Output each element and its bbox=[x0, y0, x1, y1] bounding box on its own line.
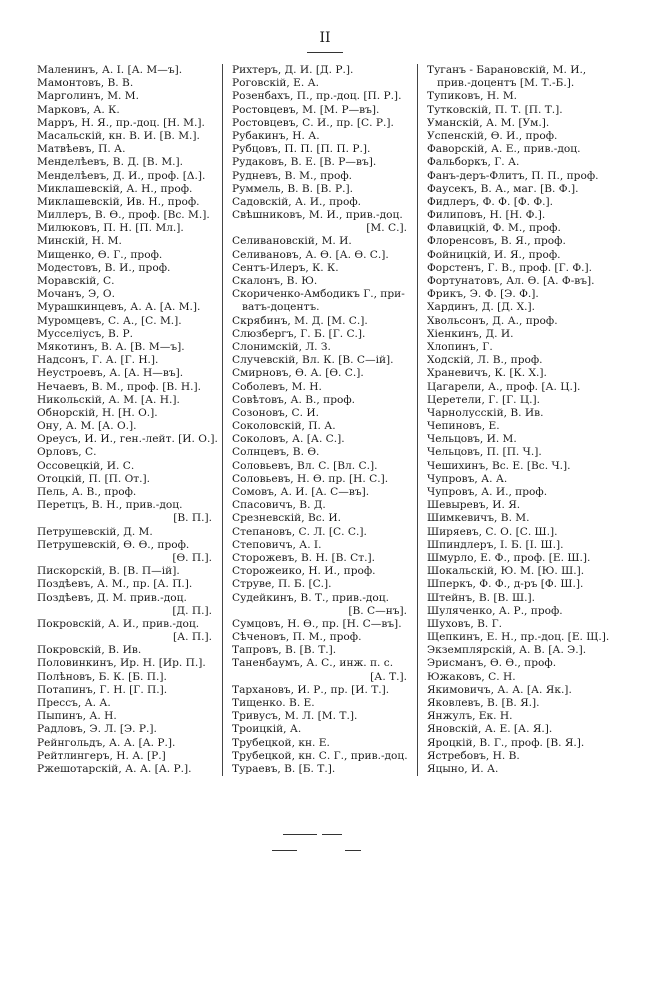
author-entry: Тутковскій, П. Т. [П. Т.]. bbox=[427, 103, 563, 116]
author-entry: Оссовецкій, И. С. bbox=[37, 459, 135, 472]
author-entry: Соловьевъ, Н. Ө. пр. [Н. С.]. bbox=[232, 472, 389, 485]
author-entry: Степовичъ, А. І. bbox=[232, 538, 322, 551]
author-entry: Чешихинъ, Вс. Е. [Вс. Ч.]. bbox=[427, 459, 571, 472]
author-entry: Ржешотарскій, А. А. [А. Р.]. bbox=[37, 762, 192, 775]
author-entry: Якимовичъ, А. А. [А. Як.]. bbox=[427, 683, 572, 696]
author-entry: Пыпинъ, А. Н. bbox=[37, 710, 117, 723]
author-entry: Никольскій, А. М. [А. Н.]. bbox=[37, 393, 180, 406]
author-entry: Троицкій, А. bbox=[232, 723, 302, 736]
author-entry: Ону, А. М. [А. О.]. bbox=[37, 420, 137, 433]
author-entry: Петрушевскій, Ө. Ө., проф. bbox=[37, 538, 190, 551]
author-entry: Щепкинъ, Е. Н., пр.-доц. [Е. Щ.]. bbox=[427, 631, 610, 644]
author-entry: Хіенкинъ, Д. И. bbox=[427, 327, 514, 340]
author-entry: Чупровъ, А. А. bbox=[427, 472, 508, 485]
author-entry: Соколовскій, П. А. bbox=[232, 420, 336, 433]
closing-rule bbox=[345, 850, 361, 851]
entry-continuation: [М. С.]. bbox=[366, 222, 407, 235]
author-entry: Чарнолусскій, В. Ив. bbox=[427, 406, 544, 419]
author-entry: Нечаевъ, В. М., проф. [В. Н.]. bbox=[37, 380, 202, 393]
author-entry: Матвѣевъ, П. А. bbox=[37, 143, 126, 156]
author-entry: Пискорскій, В. [В. П—ій]. bbox=[37, 565, 180, 578]
entry-continuation: ватъ-доцентъ. bbox=[242, 301, 320, 314]
closing-rule bbox=[272, 850, 297, 851]
author-entry: Трубецкой, кн. С. Г., прив.-доц. bbox=[232, 749, 408, 762]
author-entry: Флавицкій, Ф. М., проф. bbox=[427, 222, 561, 235]
author-entry: Менделѣевъ, В. Д. [В. М.]. bbox=[37, 156, 184, 169]
author-entry: Неустроевъ, А. [А. Н—въ]. bbox=[37, 367, 184, 380]
author-entry: Рудневъ, В. М., проф. bbox=[232, 169, 353, 182]
author-entry: Спасовичъ, В. Д. bbox=[232, 499, 326, 512]
author-entry: Обнорскій, Н. [Н. О.]. bbox=[37, 406, 158, 419]
author-entry: Мякотинъ, В. А. [В. М—ъ]. bbox=[37, 340, 185, 353]
author-entry: Фортунатовъ, Ал. Ө. [А. Ф-въ]. bbox=[427, 275, 595, 287]
author-entry: Тапровъ, В. [В. Т.]. bbox=[232, 644, 337, 657]
author-entry: Форстенъ, Г. В., проф. [Г. Ф.]. bbox=[427, 261, 592, 274]
author-entry: Половинкинъ, Ир. Н. [Ир. П.]. bbox=[37, 657, 206, 670]
author-entry: Южаковъ, С. Н. bbox=[427, 670, 516, 683]
closing-rule bbox=[322, 834, 342, 835]
author-entry: Чупровъ, А. И., проф. bbox=[427, 486, 548, 498]
author-entry: Скрябинъ, М. Д. [М. С.]. bbox=[232, 314, 368, 327]
author-entry: Тархановъ, И. Р., пр. [И. Т.]. bbox=[232, 683, 390, 696]
author-entry: Миклашевскій, А. Н., проф. bbox=[37, 182, 193, 195]
author-entry: Масальскій, кн. В. И. [В. М.]. bbox=[37, 129, 200, 142]
author-entry: Рейнгольдъ, А. А. [А. Р.]. bbox=[37, 736, 176, 749]
author-entry: Отоцкій, П. [П. От.]. bbox=[37, 472, 151, 485]
author-entry: Яцыно, И. А. bbox=[427, 762, 499, 775]
author-entry: Рихтеръ, Д. И. [Д. Р.]. bbox=[232, 64, 354, 76]
author-entry: Чельцовъ, И. М. bbox=[427, 433, 517, 446]
author-entry: Радловъ, Э. Л. [Э. Р.]. bbox=[37, 723, 157, 736]
author-entry: Трубецкой, кн. Е. bbox=[232, 736, 330, 749]
author-entry: Минскій, Н. М. bbox=[37, 235, 122, 248]
author-entry: Шмурло, Е. Ф., проф. [Е. Ш.]. bbox=[427, 551, 591, 564]
author-entry: Свѣшниковъ, М. И., прив.-доц. bbox=[232, 209, 403, 222]
author-entry: Марголинъ, М. М. bbox=[37, 90, 139, 103]
entry-continuation: [А. Т.]. bbox=[370, 670, 407, 683]
author-entry: Слюзбергъ, Г. Б. [Г. С.]. bbox=[232, 327, 366, 340]
author-entry: Сѣченовъ, П. М., проф. bbox=[232, 631, 362, 644]
author-entry: Шевыревъ, И. Я. bbox=[427, 499, 521, 512]
author-entry: Эрисманъ, Ө. Ө., проф. bbox=[427, 657, 557, 670]
author-entry: Надсонъ, Г. А. [Г. Н.]. bbox=[37, 354, 159, 367]
author-entry: Селивановъ, А. Ө. [А. Ө. С.]. bbox=[232, 248, 389, 261]
author-entry: Полѣновъ, Б. К. [Б. П.]. bbox=[37, 670, 167, 683]
entry-continuation: [А. П.]. bbox=[173, 631, 212, 644]
author-entry: Ростовцевъ, М. [М. Р—въ]. bbox=[232, 103, 380, 116]
author-entry: Штейнъ, В. [В. Ш.]. bbox=[427, 591, 535, 604]
author-entry: Хлопинъ, Г. bbox=[427, 340, 493, 353]
author-entry: Прессъ, А. А. bbox=[37, 697, 111, 709]
author-entry: Модестовъ, В. И., проф. bbox=[37, 261, 171, 274]
closing-rule bbox=[283, 834, 317, 835]
author-entry: Рубакинъ, Н. А. bbox=[232, 129, 320, 142]
author-entry: Сторожеико, Н. И., проф. bbox=[232, 565, 376, 578]
author-entry: Фидлеръ, Ф. Ф. [Ф. Ф.]. bbox=[427, 195, 554, 208]
entry-continuation: прив.-доцентъ [М. Т.-Б.]. bbox=[437, 77, 575, 90]
author-entry: Руммель, В. В. [В. Р.]. bbox=[232, 182, 354, 195]
author-entry: Роговскій, Е. А. bbox=[232, 77, 319, 90]
author-entry: Смирновъ, Ө. А. [Ө. С.]. bbox=[232, 367, 364, 380]
author-entry: Шимкевичъ, В. М. bbox=[427, 512, 530, 525]
author-entry: Миллеръ, В. Ө., проф. [Вс. М.]. bbox=[37, 209, 210, 222]
author-entry: Фойницкій, И. Я., проф. bbox=[427, 248, 561, 261]
author-entry: Совѣтовъ, А. В., проф. bbox=[232, 393, 356, 406]
author-entry: Цагарели, А., проф. [А. Ц.]. bbox=[427, 380, 581, 393]
author-entry: Уманскій, А. М. [Ум.]. bbox=[427, 116, 550, 129]
entry-continuation: [Ө. П.]. bbox=[172, 551, 212, 564]
author-entry: Ходскій, Л. В., проф. bbox=[427, 354, 543, 367]
author-entry: Соболевъ, М. Н. bbox=[232, 380, 322, 393]
author-entry: Храневичъ, К. [К. Х.]. bbox=[427, 367, 547, 380]
author-entry: Мищенко, Ө. Г., проф. bbox=[37, 248, 163, 261]
page-number-underline bbox=[307, 52, 343, 53]
author-entry: Таненбаумъ, А. С., инж. п. с. bbox=[232, 657, 394, 670]
author-entry: Ростовцевъ, С. И., пр. [С. Р.]. bbox=[232, 116, 394, 129]
author-entry: Муромцевъ, С. А., [С. М.]. bbox=[37, 314, 182, 327]
author-entry: Ястребовъ, Н. В. bbox=[427, 749, 520, 762]
author-entry: Срезневскій, Вс. И. bbox=[232, 512, 342, 525]
author-entry: Слонимскій, Л. З. bbox=[232, 340, 331, 353]
author-entry: Сентъ-Илеръ, К. К. bbox=[232, 261, 339, 274]
author-entry: Яновскій, А. Е. [А. Я.]. bbox=[427, 723, 553, 736]
author-entry: Тищенко. В. Е. bbox=[232, 697, 315, 709]
author-entry: Чепиновъ, Е. bbox=[427, 420, 500, 433]
author-entry: Мусселіусъ, В. Р. bbox=[37, 327, 133, 340]
author-entry: Шуховъ, В. Г. bbox=[427, 617, 503, 630]
author-entry: Миклашевскій, Ив. Н., проф. bbox=[37, 195, 200, 208]
author-entry: Судейкинъ, В. Т., прив.-доц. bbox=[232, 591, 389, 604]
author-entry: Шокальскій, Ю. М. [Ю. Ш.]. bbox=[427, 565, 585, 578]
author-entry: Случевскій, Вл. К. [В. С—ій]. bbox=[232, 354, 394, 367]
column-3 bbox=[427, 64, 627, 776]
author-entry: Моравскій, С. bbox=[37, 275, 115, 287]
author-entry: Флоренсовъ, В. Я., проф. bbox=[427, 235, 566, 248]
author-entry: Туганъ - Барановскій, М. И., bbox=[427, 64, 587, 76]
author-entry: Фрикъ, Э. Ф. [Э. Ф.]. bbox=[427, 288, 539, 301]
author-entry: Хардинъ, Д. [Д. Х.]. bbox=[427, 301, 535, 314]
author-entry: Чельцовъ, П. [П. Ч.]. bbox=[427, 446, 542, 459]
author-entry: Солнцевъ, В. Ө. bbox=[232, 446, 320, 459]
author-entry: Соловьевъ, Вл. С. [Вл. С.]. bbox=[232, 459, 378, 472]
entry-continuation: [В. П.]. bbox=[173, 512, 212, 525]
author-entry: Струве, П. Б. [С.]. bbox=[232, 578, 332, 591]
author-entry: Маленинъ, А. І. [А. М—ъ]. bbox=[37, 64, 183, 76]
author-entry: Мамонтовъ, В. В. bbox=[37, 77, 134, 90]
author-entry: Шуляченко, А. Р., проф. bbox=[427, 604, 563, 617]
author-entry: Скориченко-Амбодикъ Г., при- bbox=[232, 288, 405, 301]
author-entry: Орловъ, С. bbox=[37, 446, 97, 459]
author-entry: Милюковъ, П. Н. [П. Мл.]. bbox=[37, 222, 184, 235]
author-entry: Экземплярскій, А. В. [А. Э.]. bbox=[427, 644, 587, 657]
author-entry: Яковлевъ, В. [В. Я.]. bbox=[427, 697, 540, 709]
author-entry: Ширяевъ, С. О. [С. Ш.]. bbox=[427, 525, 558, 538]
author-entry: Розенбахъ, П., пр.-доц. [П. Р.]. bbox=[232, 90, 402, 103]
author-entry: Перетцъ, В. Н., прив.-доц. bbox=[37, 499, 183, 512]
author-entry: Яроцкій, В. Г., проф. [В. Я.]. bbox=[427, 736, 585, 749]
author-entry: Фальборкъ, Г. А. bbox=[427, 156, 520, 169]
author-entry: Петрушевскій, Д. М. bbox=[37, 525, 153, 538]
author-entry: Фаусекъ, В. А., маг. [В. Ф.]. bbox=[427, 182, 579, 195]
page-number: II bbox=[319, 30, 331, 46]
column-2 bbox=[232, 64, 418, 776]
author-entry: Фаворскій, А. Е., прив.-доц. bbox=[427, 143, 581, 156]
author-entry: Поздѣевъ, А. М., пр. [А. П.]. bbox=[37, 578, 193, 591]
author-entry: Потапинъ, Г. Н. [Г. П.]. bbox=[37, 683, 168, 696]
author-entry: Рудаковъ, В. Е. [В. Р—въ]. bbox=[232, 156, 377, 169]
author-entry: Марковъ, А. К. bbox=[37, 103, 120, 116]
entry-continuation: [В. С—нъ]. bbox=[348, 604, 407, 617]
author-entry: Пель, А. В., проф. bbox=[37, 486, 137, 498]
author-entry: Сомовъ, А. И. [А. С—въ]. bbox=[232, 486, 370, 498]
author-entry: Рейтлингеръ, Н. А. [Р.] bbox=[37, 749, 166, 762]
author-entry: Фанъ-деръ-Флитъ, П. П., проф. bbox=[427, 169, 599, 182]
author-entry: Мурашкинцевъ, А. А. [А. М.]. bbox=[37, 301, 201, 314]
author-entry: Покровскій, В. Ив. bbox=[37, 644, 142, 657]
author-entry: Сумцовъ, Н. Ө., пр. [Н. С—въ]. bbox=[232, 617, 402, 630]
author-entry: Созоновъ, С. И. bbox=[232, 406, 319, 419]
column-1 bbox=[37, 64, 223, 776]
author-entry: Соколовъ, А. [А. С.]. bbox=[232, 433, 345, 446]
author-entry: Скалонъ, В. Ю. bbox=[232, 275, 318, 287]
author-entry: Рубцовъ, П. П. [П. П. Р.]. bbox=[232, 143, 371, 156]
author-entry: Успенскій, Ө. И., проф. bbox=[427, 129, 558, 142]
author-entry: Селивановскій, М. И. bbox=[232, 235, 352, 248]
author-entry: Марръ, Н. Я., пр.-доц. [Н. М.]. bbox=[37, 116, 205, 129]
author-entry: Янжулъ, Ек. Н. bbox=[427, 710, 513, 723]
author-entry: Тривусъ, М. Л. [М. Т.]. bbox=[232, 710, 358, 723]
author-entry: Поздѣевъ, Д. М. прив.-доц. bbox=[37, 591, 187, 604]
author-entry: Хвольсонъ, Д. А., проф. bbox=[427, 314, 558, 327]
author-entry: Менделѣевъ, Д. И., проф. [Δ.]. bbox=[37, 169, 206, 182]
author-entry: Тупиковъ, Н. М. bbox=[427, 90, 518, 103]
author-entry: Церетели, Г. [Г. Ц.]. bbox=[427, 393, 540, 406]
author-entry: Шперкъ, Ф. Ф., д-ръ [Ф. Ш.]. bbox=[427, 578, 584, 591]
author-entry: Тураевъ, В. [Б. Т.]. bbox=[232, 762, 336, 775]
author-entry: Филиповъ, Н. [Н. Ф.]. bbox=[427, 209, 546, 222]
author-entry: Покровскій, А. И., прив.-доц. bbox=[37, 617, 200, 630]
author-entry: Ореусъ, И. И., ген.-лейт. [И. О.]. bbox=[37, 433, 218, 446]
author-entry: Сторожевъ, В. Н. [В. Ст.]. bbox=[232, 551, 375, 564]
author-entry: Садовскій, А. И., проф. bbox=[232, 195, 362, 208]
author-entry: Мочанъ, Э, О. bbox=[37, 288, 115, 301]
entry-continuation: [Д. П.]. bbox=[172, 604, 212, 617]
author-entry: Шпиндлеръ, І. Б. [І. Ш.]. bbox=[427, 538, 564, 551]
author-entry: Степановъ, С. Л. [С. С.]. bbox=[232, 525, 367, 538]
